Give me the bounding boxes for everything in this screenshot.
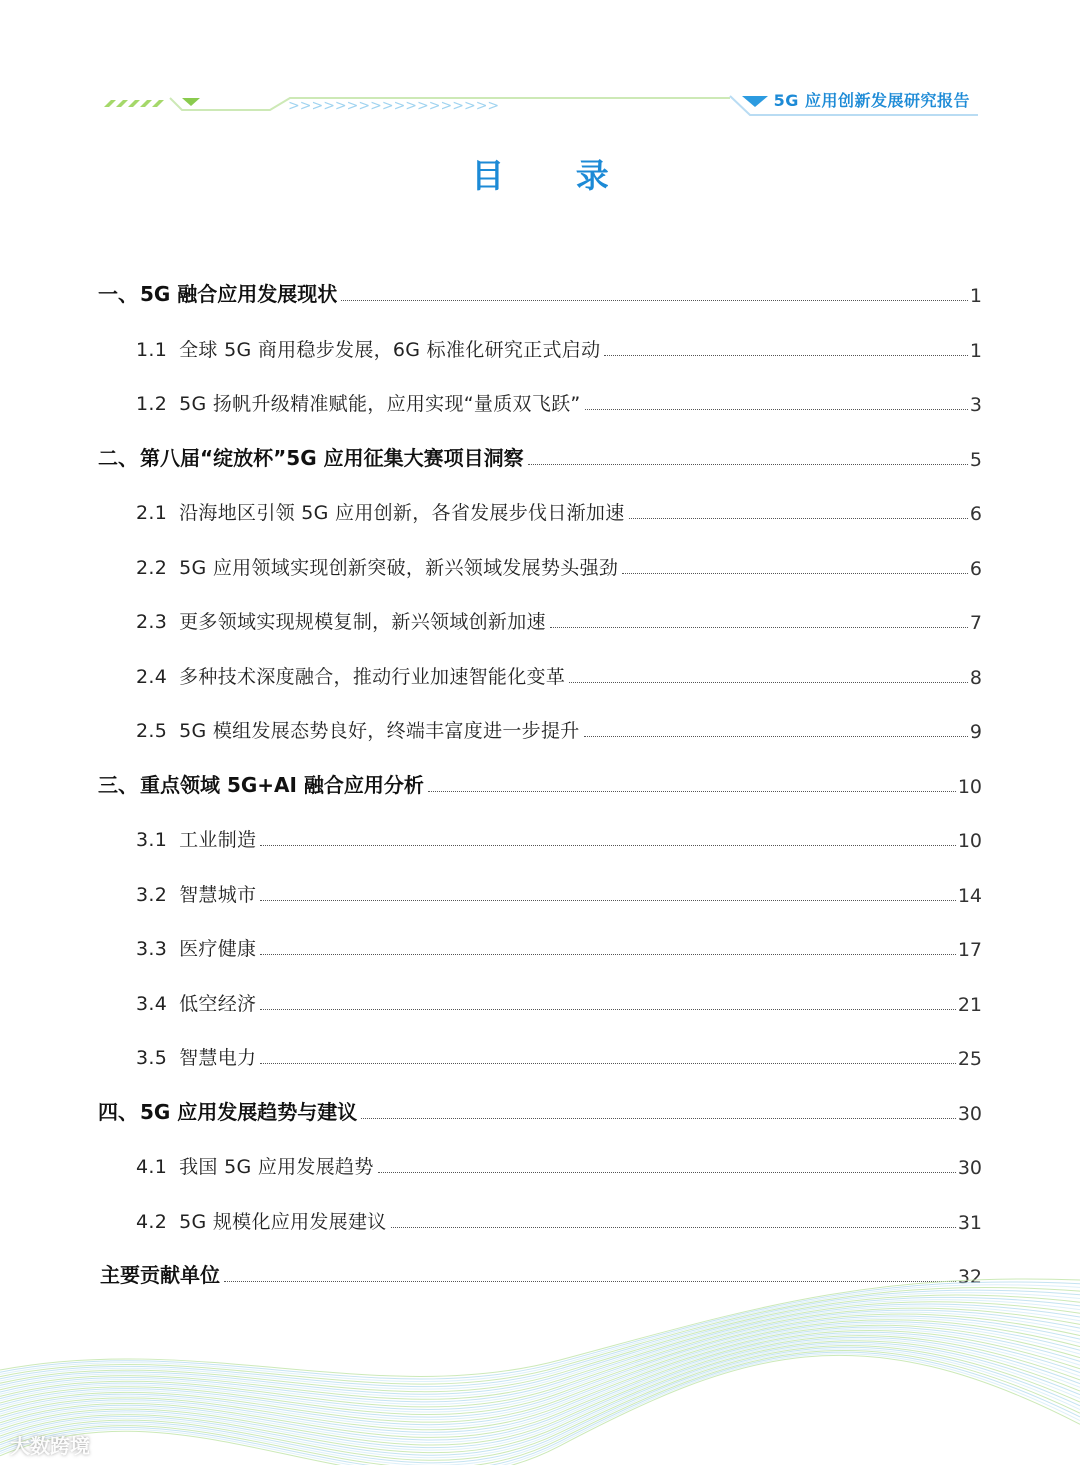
toc-number: 四、	[98, 1099, 138, 1124]
toc-label	[98, 553, 618, 580]
toc-section[interactable]	[98, 798, 982, 852]
toc-page-number: 25	[957, 1048, 982, 1070]
toc-number: 三、	[98, 772, 138, 797]
toc-text: 主要贡献单位	[100, 1263, 220, 1287]
toc-number: 1.2	[136, 393, 168, 415]
toc-chapter[interactable]	[98, 253, 982, 307]
toc-text: 智慧电力	[179, 1047, 257, 1069]
dot-leader	[260, 844, 955, 846]
dot-leader	[584, 735, 968, 737]
toc-label	[98, 934, 256, 961]
dot-leader	[260, 1008, 955, 1010]
toc-page-number: 3	[969, 394, 982, 416]
toc-page-number: 10	[957, 830, 982, 852]
toc-text: 全球 5G 商用稳步发展，6G 标准化研究正式启动	[179, 338, 601, 361]
toc-section[interactable]	[98, 635, 982, 689]
toc-number: 3.2	[136, 883, 168, 906]
toc-page-number: 31	[957, 1211, 982, 1234]
toc-section[interactable]	[98, 907, 982, 961]
green-triangle	[182, 98, 200, 106]
toc-page-number: 1	[969, 285, 982, 307]
toc-label	[98, 989, 256, 1016]
dot-leader	[260, 1062, 955, 1064]
toc-page-number: 10	[957, 775, 982, 798]
toc-chapter[interactable]	[98, 417, 982, 471]
watermark: 大数跨境	[10, 1434, 90, 1458]
toc-text: 第八届“绽放杯”5G 应用征集大赛项目洞察	[140, 445, 524, 470]
toc-text: 沿海地区引领 5G 应用创新，各省发展步伐日渐加速	[179, 502, 625, 524]
toc-section[interactable]	[98, 308, 982, 362]
toc-label	[98, 498, 625, 525]
toc-text: 5G 融合应用发展现状	[140, 282, 338, 306]
toc-text: 更多领域实现规模复制，新兴领域创新加速	[179, 611, 546, 633]
toc-chapter[interactable]	[98, 744, 982, 798]
page-header	[0, 0, 1080, 140]
toc-label	[98, 1096, 357, 1125]
toc-text: 重点领域 5G+AI 融合应用分析	[140, 772, 424, 797]
toc-text: 工业制造	[179, 829, 257, 851]
dot-leader	[528, 463, 968, 465]
blue-triangle	[742, 96, 768, 107]
report-title: 5G 应用创新发展研究报告	[773, 91, 970, 110]
toc-section[interactable]	[98, 689, 982, 743]
toc-section[interactable]	[98, 362, 982, 416]
toc-text: 5G 应用领域实现创新突破，新兴领域发展势头强劲	[179, 556, 619, 579]
toc-number: 1.1	[136, 338, 168, 361]
toc-page-number: 1	[969, 339, 982, 362]
toc-text: 5G 应用发展趋势与建议	[140, 1099, 358, 1124]
dot-leader	[629, 517, 968, 519]
toc-label	[98, 442, 524, 471]
toc-label	[98, 716, 580, 743]
toc-label	[98, 335, 600, 362]
toc-page-number: 5	[969, 448, 982, 471]
toc-chapter[interactable]	[98, 1071, 982, 1125]
toc-section[interactable]	[98, 1180, 982, 1234]
toc-number: 2.5	[136, 720, 168, 742]
dot-leader	[428, 790, 956, 792]
toc-number: 二、	[98, 445, 138, 470]
toc-page-number: 17	[957, 939, 982, 961]
toc-text: 5G 扬帆升级精准赋能，应用实现“量质双飞跃”	[179, 393, 581, 415]
toc-label	[98, 607, 546, 634]
dot-leader	[585, 408, 968, 410]
toc-label	[98, 825, 256, 852]
toc-number: 一、	[98, 282, 138, 306]
dot-leader	[622, 572, 968, 574]
dot-leader	[361, 1117, 956, 1119]
toc-section[interactable]	[98, 853, 982, 907]
toc-number: 3.4	[136, 992, 168, 1015]
dot-leader	[260, 953, 955, 955]
toc-page-number: 30	[957, 1102, 982, 1125]
toc-page-number: 9	[969, 721, 982, 743]
toc-section[interactable]	[98, 526, 982, 580]
toc-text: 智慧城市	[179, 883, 257, 906]
toc-section[interactable]	[98, 962, 982, 1016]
dot-leader	[550, 626, 968, 628]
toc-section[interactable]	[98, 1016, 982, 1070]
slash-marks	[104, 100, 164, 107]
toc-text: 我国 5G 应用发展趋势	[179, 1156, 374, 1178]
toc-number: 4.2	[136, 1210, 168, 1233]
footer-wave-decoration	[0, 1230, 1080, 1465]
dot-leader	[260, 899, 955, 901]
toc-number: 3.3	[136, 938, 168, 960]
toc-page-number: 8	[969, 666, 982, 689]
toc-number: 3.1	[136, 829, 168, 851]
toc-number: 2.4	[136, 665, 168, 688]
toc-label	[98, 1043, 256, 1070]
toc-label	[98, 278, 337, 307]
toc-text: 低空经济	[179, 992, 257, 1015]
dot-leader	[604, 354, 968, 356]
toc-text: 多种技术深度融合，推动行业加速智能化变革	[179, 665, 566, 688]
toc-label	[98, 389, 581, 416]
toc-number: 4.1	[136, 1156, 168, 1178]
toc-page-number: 30	[957, 1157, 982, 1179]
wave-line	[0, 1351, 1080, 1465]
page-title: 目 录	[471, 156, 639, 195]
dot-leader	[391, 1226, 956, 1228]
toc-section[interactable]	[98, 580, 982, 634]
toc-label	[98, 662, 565, 689]
toc-section[interactable]	[98, 471, 982, 525]
toc-label	[98, 880, 256, 907]
toc-page-number: 14	[957, 884, 982, 907]
toc-section[interactable]	[98, 1125, 982, 1179]
dot-leader	[378, 1171, 956, 1173]
toc-page-number: 6	[969, 557, 982, 580]
toc-number: 2.2	[136, 556, 168, 579]
toc-label	[98, 769, 424, 798]
header-decoration	[0, 0, 1080, 140]
dot-leader	[569, 681, 968, 683]
toc-page-number: 7	[969, 612, 982, 634]
toc-label	[98, 1152, 374, 1179]
arrow-chevrons: >>>>>>>>>>>>>>>>>>	[288, 98, 500, 114]
toc-number: 3.5	[136, 1047, 168, 1069]
toc-page-number: 32	[957, 1266, 982, 1288]
toc-text: 5G 模组发展态势良好，终端丰富度进一步提升	[179, 720, 580, 742]
toc-number: 2.1	[136, 502, 168, 524]
toc-text: 5G 规模化应用发展建议	[179, 1210, 387, 1233]
dot-leader	[341, 299, 968, 301]
toc-page-number: 21	[957, 993, 982, 1016]
toc-page-number: 6	[969, 503, 982, 525]
toc-text: 医疗健康	[179, 938, 257, 960]
toc-number: 2.3	[136, 611, 168, 633]
